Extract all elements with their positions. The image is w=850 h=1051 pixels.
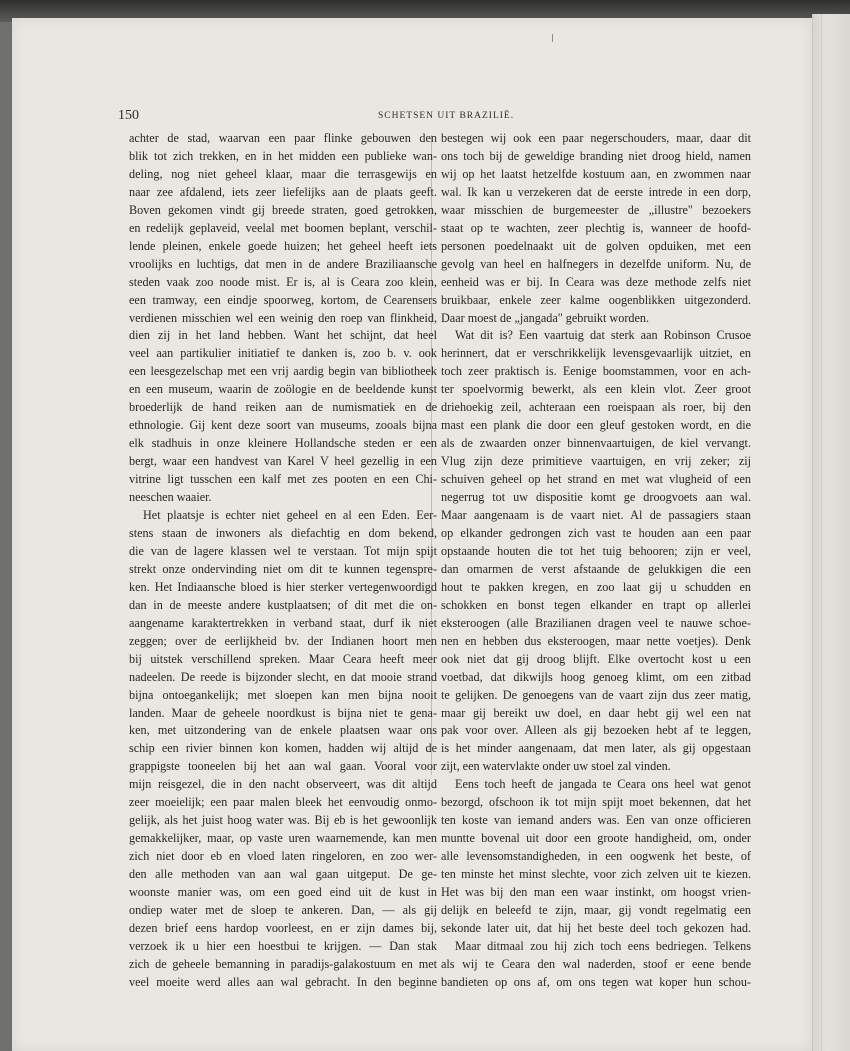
text-line: vroolijks en luchtigs, dat men in de andere Braziliaansche (129, 256, 437, 271)
text-line: en redelijk geplaveid, veelal met boomen beplant, verschil- (129, 220, 437, 235)
text-line: ethnologie. Gij kent deze soort van museums, zooals bijna (129, 418, 437, 433)
text-line: een tramway, een eindje spoorweg, kortom, de Cearensers (129, 292, 437, 307)
text-line: en een museum, waarin de zoölogie en de beeldende kunst (129, 382, 437, 397)
text-line: landen. Maar de geheele noordkust is bijna niet te gena- (129, 705, 437, 720)
text-line: Wat dit is? Een vaartuig dat sterk aan Robinson Crusoe (455, 328, 751, 343)
text-line: bestegen wij ook een paar negerschouders, maar, daar dit (441, 131, 751, 145)
scan-mark (552, 34, 553, 42)
text-line: ter spoelvormig bewerkt, als een klein vlot. Zeer groot (441, 382, 751, 397)
text-line: zich de geheele bemanning in paradijs-galakostuum en met (129, 956, 437, 971)
text-line: zeer moeielijk; een paar malen bleek het eenvoudig onmo- (129, 795, 437, 810)
text-line: schuiven geheel op het strand en met wat vlugheid of een (441, 472, 751, 487)
text-line: bruikbaar, enkele zeer kalme oogenblikken uitgezonderd. (441, 292, 751, 307)
text-line: sekonde later uit, dat hij het beste deel toch gekozen had. (441, 920, 751, 935)
text-line: gemakkelijker, maar, op vaste uren waarnemende, kan men (129, 831, 437, 846)
text-line: negerrug tot uw dispositie komt ge droogvoets aan wal. (441, 490, 751, 505)
text-line: elk stadhuis in onze kleinere Hollandsche steden er een (129, 436, 437, 451)
text-line: hout te pakken kregen, en zoo laat gij u schudden en (441, 579, 751, 594)
text-line: verdienen misschien wel een weinig den roep van flinkheid, (129, 310, 437, 325)
text-line: ondiep water met de sloep te ankeren. Dan, — als gij (129, 902, 437, 917)
text-line: veel aan partikulier initiatief te danken is, zoo b. v. ook (129, 346, 437, 361)
text-line: bezorgd, ofschoon ik tot mijn spijt moet bekennen, dat het (441, 795, 751, 810)
text-line: ten minste het minst slechte, voor zich zelven uit te kiezen. (441, 867, 751, 882)
text-line: strekt onze ondervinding niet om dit te kunnen tegenspre- (129, 561, 437, 576)
text-line: opstaande houten die tot het tuig behooren; zijn er veel, (441, 543, 751, 558)
text-line: toch zeer praktisch is. Eenige boomstammen, voor en ach- (441, 364, 751, 379)
text-line: ten koste van iemand anders was. Een van onze officieren (441, 813, 751, 828)
text-line: alle levensomstandigheden, in een oogwenk het beste, of (441, 849, 751, 864)
text-line: eksteroogen (alle Brazilianen dragen veel te nauwe schoe- (441, 615, 751, 630)
text-line: is het minder aangenaam, dat men later, als gij opgestaan (441, 741, 751, 756)
text-line: ken, met uitzondering van de enkele plaatsen waar ons (129, 723, 437, 738)
text-line: schip een rivier binnen kon komen, hadden wij altijd de (129, 741, 437, 756)
text-line: steden vaak zoo noode mist. Er is, al is Ceara zoo klein, (129, 274, 437, 289)
text-line: bij uitstek verschillend spreken. Maar Ceara heeft meer (129, 651, 437, 666)
text-line: grappigste tooneelen bij het aan wal gaan. Vooral voor (129, 759, 437, 774)
text-line: zijt, een watervlakte onder uw stoel zal vinden. (441, 759, 671, 774)
text-line: wal. Ik kan u verzekeren dat de eerste intrede in een dorp, (441, 184, 751, 199)
text-line: ook niet dat gij droog blijft. Elke overtocht kost u een (441, 651, 751, 666)
text-line: bergt, waar een handvest van Karel V heel gezellig in een (129, 454, 437, 469)
text-line: ken. Het Indiaansche bloed is hier sterker vertegenwoordigd (129, 579, 437, 594)
text-line: pak voor over. Alleen als gij bezoeken hebt af te leggen, (441, 723, 751, 738)
text-line: voetbad, dat dikwijls hoog genoeg klimt, om een zitbad (441, 669, 751, 684)
text-line: deling, nog niet geheel klaar, maar die terrasgewijs en (129, 166, 437, 181)
text-line: gevolg van heel en halfnegers in dezelfde uniform. Nu, de (441, 256, 751, 271)
text-line: muntte bovenal uit door een groote handigheid, om, onder (441, 831, 751, 846)
text-line: achter de stad, waarvan een paar flinke gebouwen den (129, 131, 437, 145)
text-line: blik tot zich trekken, en in het midden een publieke wan- (129, 148, 437, 163)
page-number: 150 (118, 108, 139, 123)
running-head: SCHETSEN UIT BRAZILIË. (378, 111, 515, 121)
text-line: personen poedelnaakt uit de golven opduiken, met een (441, 238, 751, 253)
text-line: dan omarmen de verst afstaande de gelukkigen die een (441, 561, 751, 576)
text-line: dan in de meeste andere kustplaatsen; of dit met die on- (129, 597, 437, 612)
text-line: wij op het laatst hetzelfde kostuum aan, en zwommen naar (441, 166, 751, 181)
text-line: eenheid was er bij. In Ceara was deze methode zelfs niet (441, 274, 751, 289)
text-line: stens staan de inwoners als diefachtig en dom bekend, (129, 525, 437, 540)
text-line: dezen brief eens hardop voorleest, en er zijn dames bij, (129, 920, 437, 935)
text-line: nen en hebben dus eksteroogen, maar nette voetjes). Denk (441, 633, 751, 648)
text-line: Vlug zijn deze primitieve vaartuigen, en vrij zeker; zij (441, 454, 751, 469)
text-line: ons toch bij de geweldige branding niet droog hield, namen (441, 148, 751, 163)
text-line: naar zee afdalend, iets zeer liefelijks aan de plaats geeft. (129, 184, 437, 199)
text-line: nadeelen. De reede is bijzonder slecht, en dat mooie strand (129, 669, 437, 684)
text-line: Daar moest de „jangada" gebruikt worden. (441, 310, 650, 325)
text-line: op elkander gedrongen zich vast te houden aan een paar (441, 525, 751, 540)
text-line: als de zwaarden onzer binnenvaartuigen, de kiel vervangt. (441, 436, 751, 451)
text-line: zich niet door eb en vloed laten ringeloren, en zoo wer- (129, 849, 437, 864)
text-line: lende pleinen, enkele goede huizen; het geheel heeft iets (129, 238, 437, 253)
text-line: broederlijk de hand reiken aan de numismatiek en de (129, 400, 437, 415)
text-line: staat op te wachten, zeer plechtig is, wanneer de hoofd- (441, 220, 751, 235)
text-line: die van de lagere klassen wel te verstaan. Tot mijn spijt (129, 543, 437, 558)
text-line: mast een plank die door een gleuf gestoken wordt, en die (441, 418, 751, 433)
text-line: mijn reisgezel, die in den nacht observeert, was dit altijd (129, 777, 437, 792)
text-line: den alle methoden van aan wal gaan uitgeput. De ge- (129, 867, 437, 882)
text-line: een leesgezelschap met een vrij aardig begin van bibliotheek (129, 364, 437, 379)
text-line: bijna ontoegankelijk; met sloepen kan men bijna nooit (129, 687, 437, 702)
text-line: Eens toch heeft de jangada te Ceara ons heel wat genot (455, 777, 751, 792)
text-line: veel moeite werd alles aan wal gebracht. In den beginne (129, 974, 437, 989)
text-line: waar misschien de burgemeester de „illustre" bezoekers (441, 202, 751, 217)
text-line: Maar aangenaam is de vaart niet. Al de passagiers staan (441, 508, 751, 523)
text-line: te gelijken. De genoegens van de vaart zijn dus zeer matig, (441, 687, 751, 702)
text-line: gelijk, als het juist hoog water was. Bij eb is het gewoonlijk (129, 813, 437, 828)
text-line: aangename karaktertrekken in verband staat, durf ik niet (129, 615, 437, 630)
left-column (129, 130, 437, 992)
text-line: Boven gekomen vindt gij breede straten, goed getrokken, (129, 202, 437, 217)
text-line: Het plaatsje is echter niet geheel en al een Eden. Eer- (143, 508, 437, 523)
text-line: bandieten op ons af, om ons tegen wat koper hun schou- (441, 974, 751, 989)
text-line: schokken en bonst tegen elkander en trapt op allerlei (441, 597, 751, 612)
text-line: delijk en beleefd te zijn, maar, gij vondt regelmatig een (441, 902, 751, 917)
text-line: Het was bij den man een waar instinkt, om hoogst vrien- (441, 885, 751, 900)
text-line: woonste manier was, om een goed eind uit de kust in (129, 885, 437, 900)
text-line: neeschen waaier. (129, 490, 212, 505)
text-line: dien zij in het land hebben. Want het schijnt, dat heel (129, 328, 437, 343)
text-line: als wij te Ceara den wal naderden, stoof er eene bende (441, 956, 751, 971)
text-line: maar gij bereikt uw doel, en daar hebt gij wel een nat (441, 705, 751, 720)
page-header (118, 108, 758, 126)
text-line: Maar ditmaal zou hij zich toch eens bedriegen. Telkens (455, 938, 751, 953)
page-edge-line (821, 14, 822, 1051)
right-column (441, 130, 751, 992)
text-line: zeggen; over de eerlijkheid bv. der Indianen hoort men (129, 633, 437, 648)
facing-page-edge (812, 14, 850, 1051)
text-line: herinnert, dat er verschrikkelijk levensgevaarlijk uitziet, en (441, 346, 751, 361)
text-line: verzoek ik u hier een hoestbui te krijgen. — Dan stak (129, 938, 437, 953)
text-line: vitrine ligt tusschen een kalf met zes pooten en een Chi- (129, 472, 437, 487)
text-line: driehoekig zeil, achteraan een roeispaan als roer, bij den (441, 400, 751, 415)
